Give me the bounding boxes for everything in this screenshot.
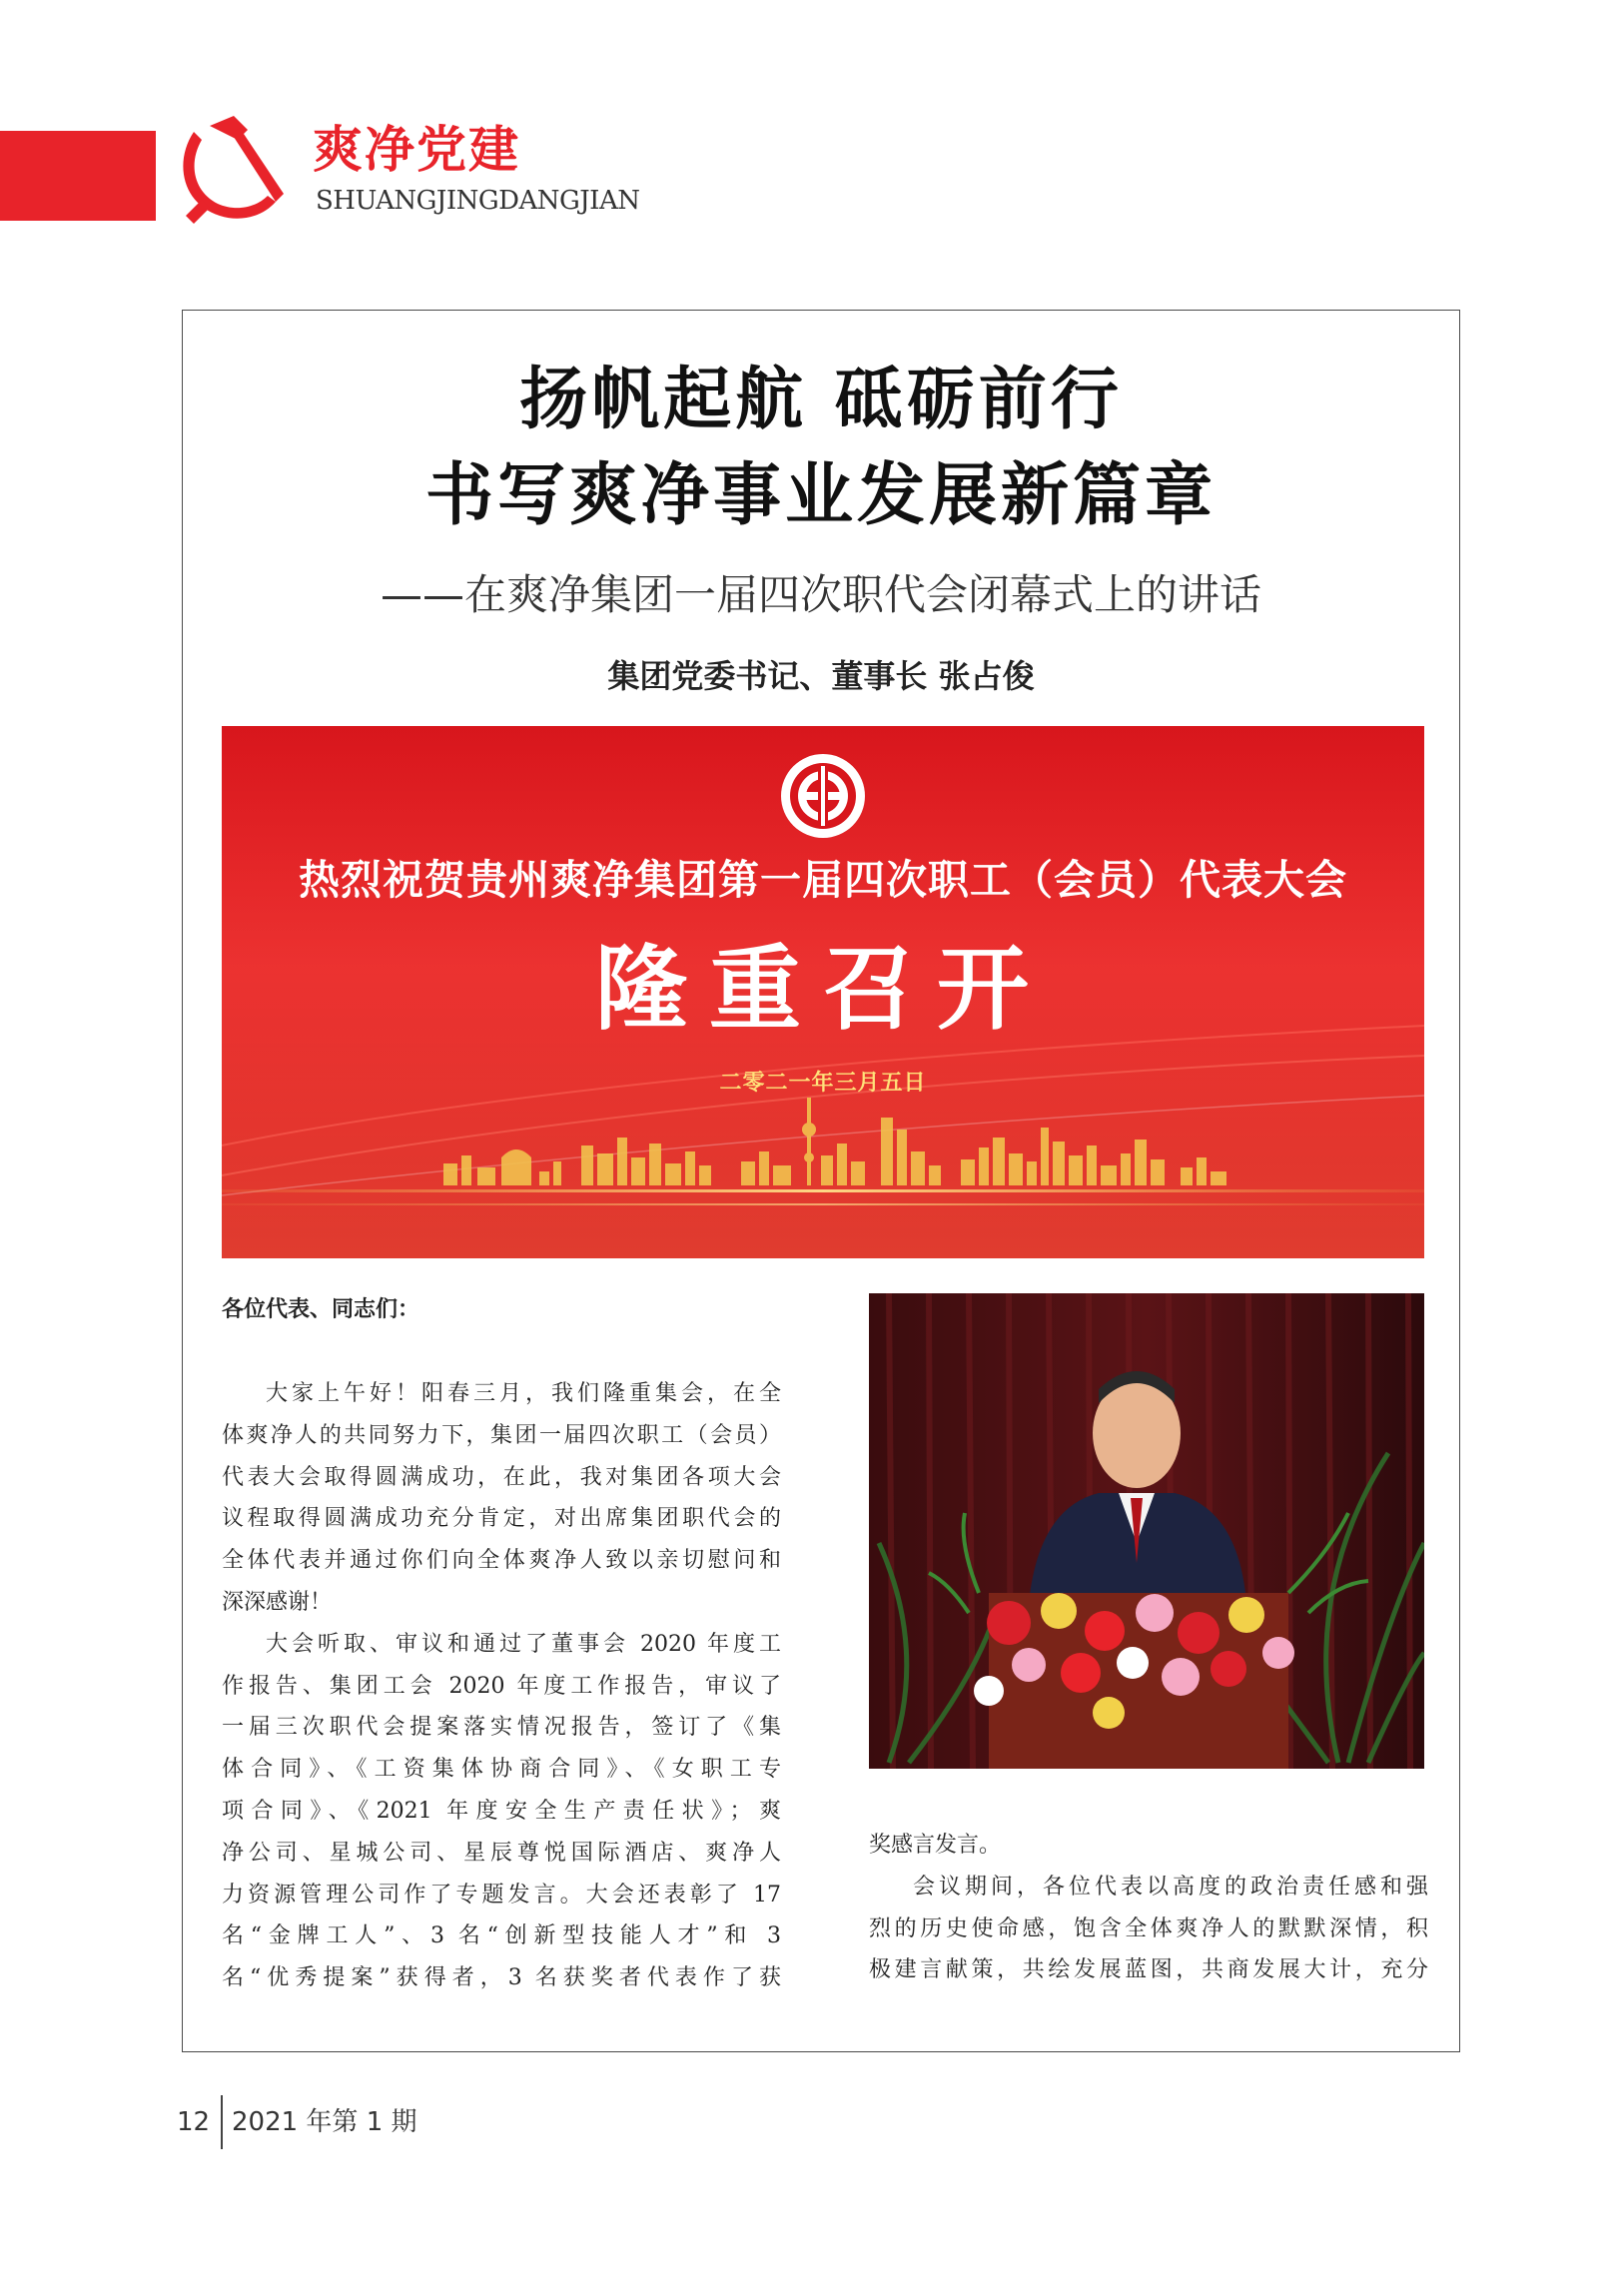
text-line: 大会听取、审议和通过了董事会 2020 年度工 — [266, 1631, 781, 1657]
text-line: 体合同》、《工资集体协商合同》、《女职工专 — [222, 1757, 781, 1783]
issue-label: 2021 年第 1 期 — [232, 2107, 417, 2137]
hammer-sickle-icon — [172, 112, 292, 230]
article-title-line2: 书写爽净事业发展新篇章 — [424, 455, 1217, 535]
text-line: 全体代表并通过你们向全体爽净人致以亲切慰问和 — [222, 1548, 781, 1574]
text-line: 项合同》、《2021 年度安全生产责任状》；爽 — [222, 1798, 781, 1824]
text-line: 烈的历史使命感，饱含全体爽净人的默默深情，积 — [869, 1915, 1428, 1941]
text-line: 作报告、集团工会 2020 年度工作报告，审议了 — [222, 1673, 781, 1699]
article-title-line1: 扬帆起航 砥砺前行 — [519, 360, 1123, 439]
salutation: 各位代表、同志们： — [222, 1297, 420, 1322]
text-line: 奖感言发言。 — [869, 1833, 1002, 1858]
header-red-bar — [0, 131, 156, 221]
text-line: 大家上午好！阳春三月，我们隆重集会，在全 — [266, 1381, 781, 1406]
page-number: 12 — [177, 2107, 211, 2137]
text-line: 力资源管理公司作了专题发言。大会还表彰了 17 — [222, 1882, 781, 1907]
brand-title-cn: 爽净党建 — [313, 121, 520, 179]
article-subtitle: ——在爽净集团一届四次职代会闭幕式上的讲话 — [380, 570, 1261, 619]
text-line: 名“优秀提案”获得者，3 名获奖者代表作了获 — [222, 1965, 781, 1991]
union-logo-icon — [781, 754, 865, 838]
banner-title: 热烈祝贺贵州爽净集团第一届四次职工（会员）代表大会 — [299, 856, 1347, 904]
banner-date: 二零二一年三月五日 — [719, 1071, 927, 1096]
text-line: 一届三次职代会提案落实情况报告，签订了《集 — [222, 1715, 781, 1741]
speaker-photo — [869, 1293, 1424, 1769]
text-line: 会议期间，各位代表以高度的政治责任感和强 — [913, 1874, 1428, 1900]
brand-title-en: SHUANGJINGDANGJIAN — [316, 186, 640, 216]
text-line: 议程取得圆满成功充分肯定，对出席集团职代会的 — [222, 1506, 781, 1532]
text-line: 代表大会取得圆满成功，在此，我对集团各项大会 — [222, 1464, 781, 1490]
text-line: 净公司、星城公司、星辰尊悦国际酒店、爽净人 — [222, 1840, 781, 1866]
left-column — [222, 1373, 781, 1999]
right-column — [869, 1825, 1428, 1991]
text-line: 深深感谢！ — [222, 1589, 333, 1615]
text-line: 极建言献策，共绘发展蓝图，共商发展大计，充分 — [869, 1957, 1428, 1983]
speaker-photo-image — [869, 1293, 1424, 1769]
article-author: 集团党委书记、董事长 张占俊 — [607, 657, 1035, 695]
footer-divider — [221, 2095, 223, 2149]
text-line: 体爽净人的共同努力下，集团一届四次职工（会员） — [222, 1422, 781, 1448]
text-line: 名“金牌工人”、3 名“创新型技能人才”和 3 — [222, 1923, 781, 1949]
banner-main-text: 隆重召开 — [594, 936, 1051, 1043]
